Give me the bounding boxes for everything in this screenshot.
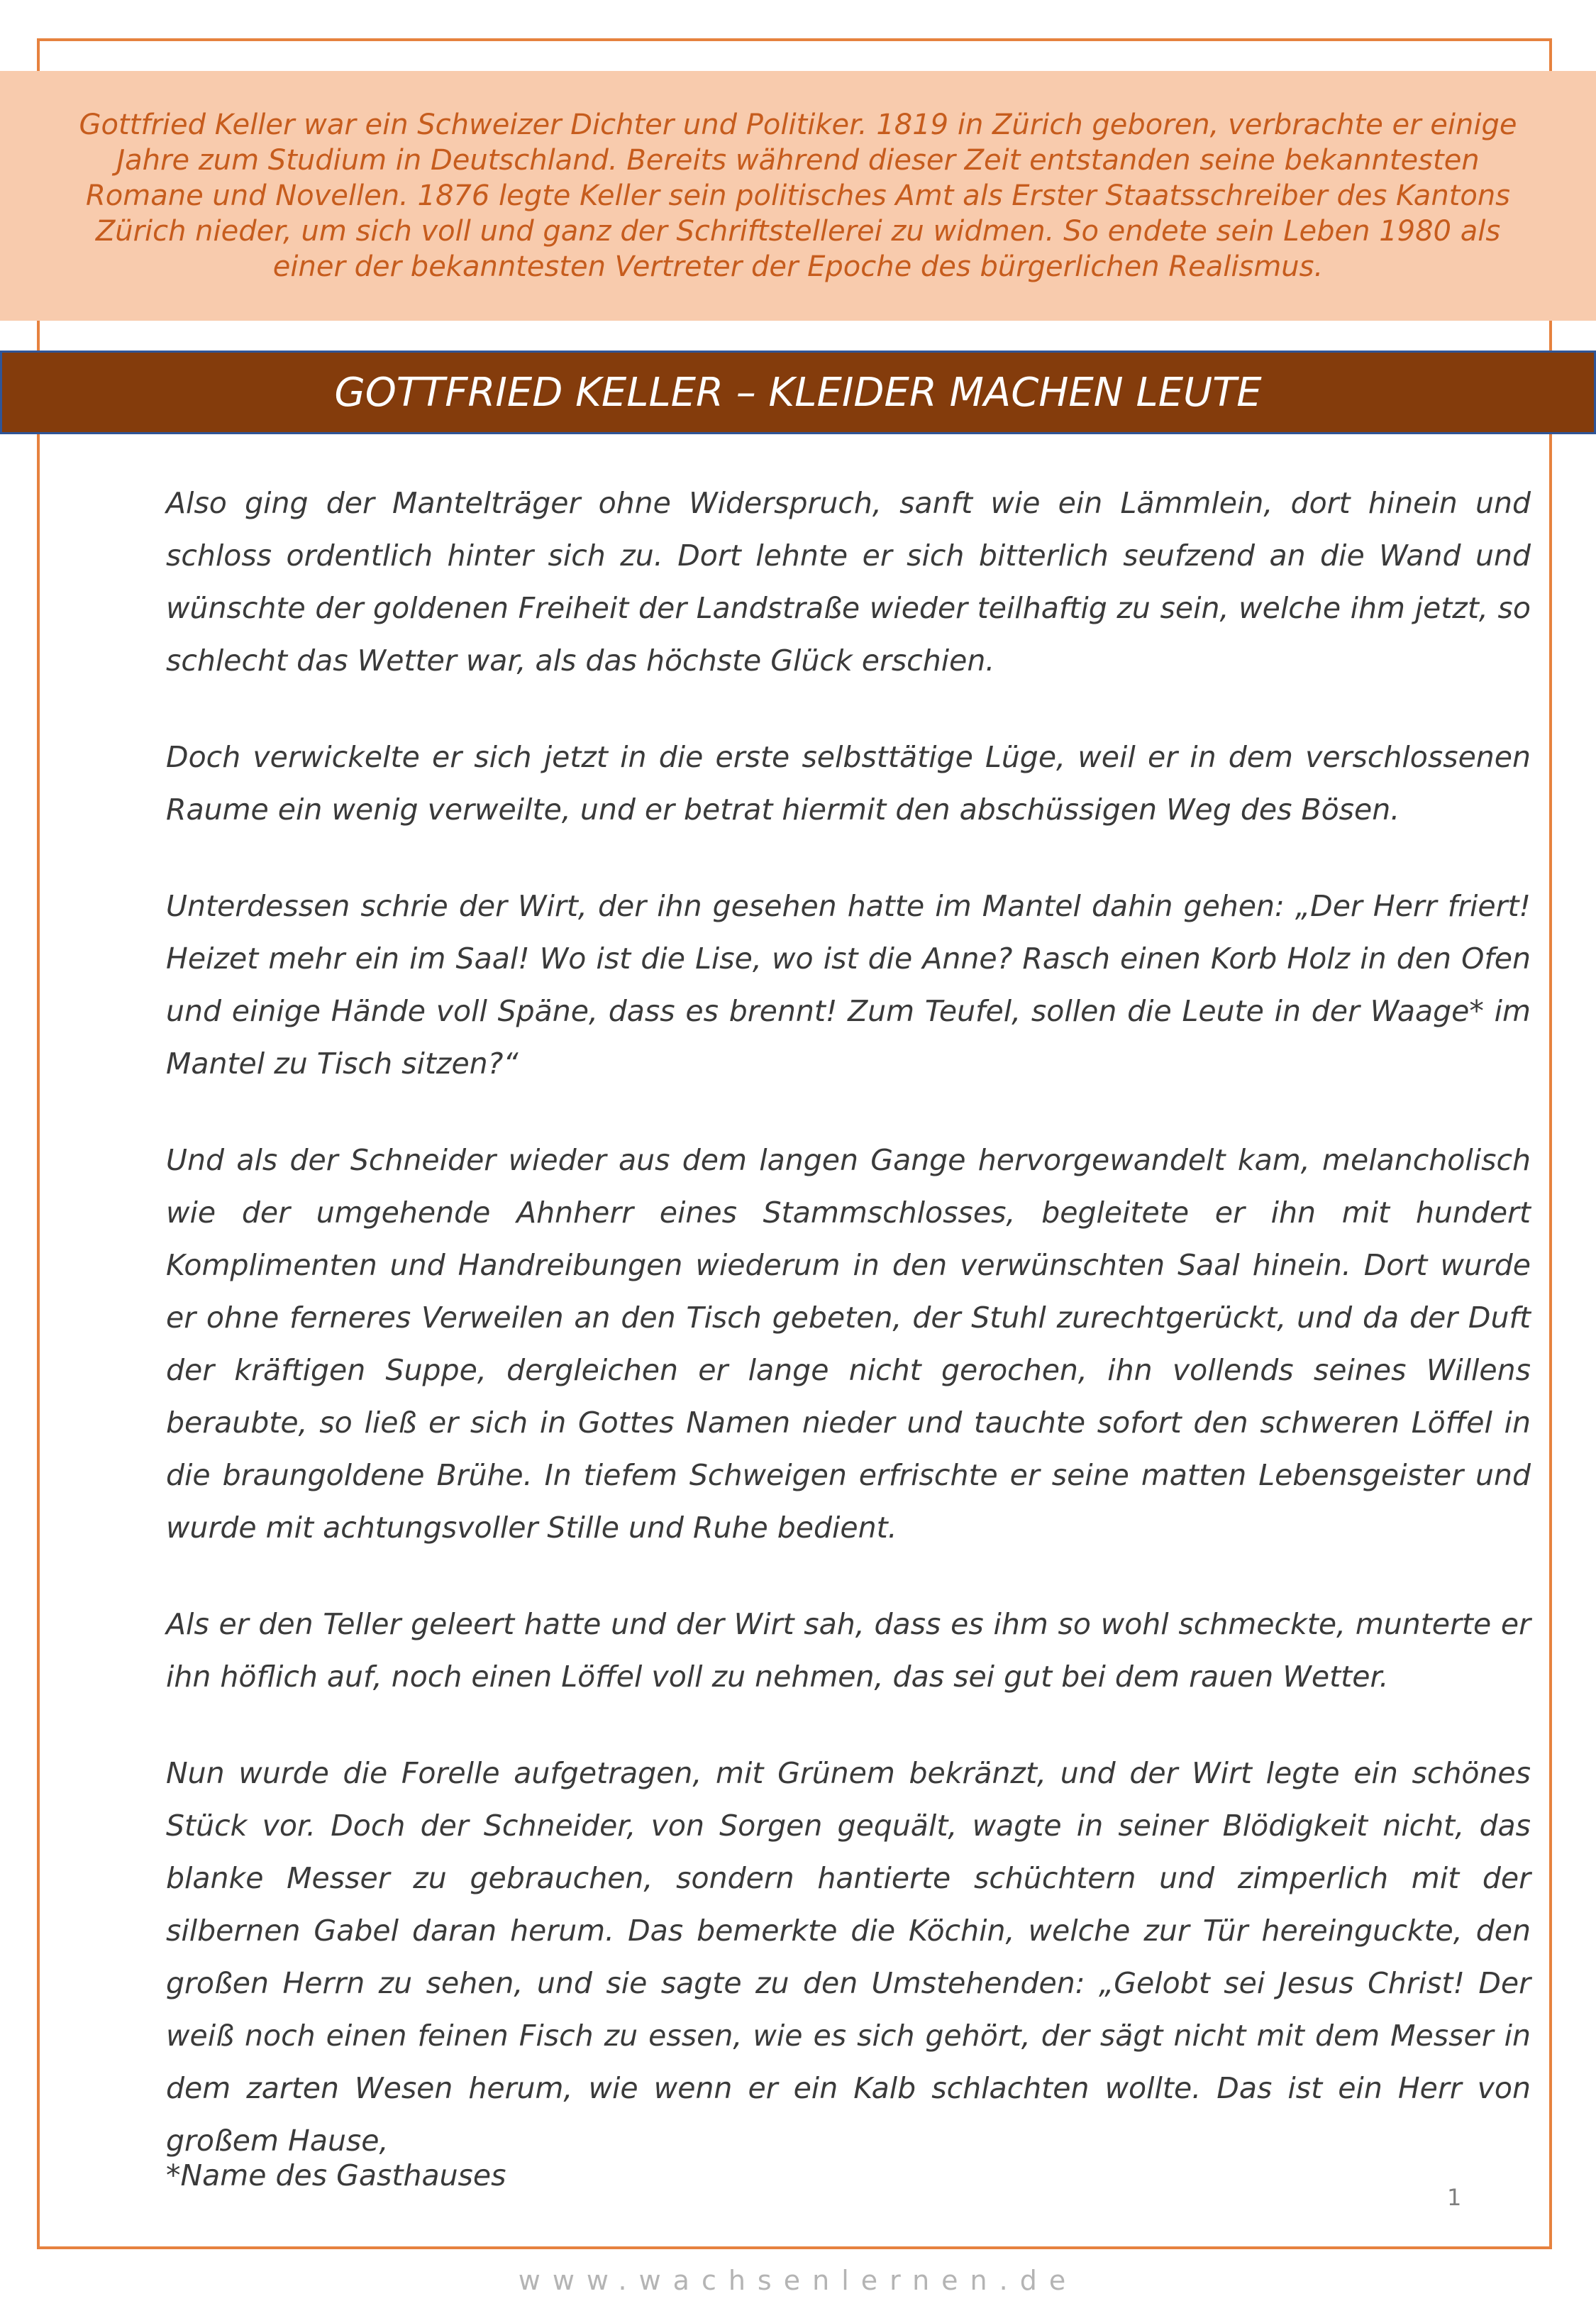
paragraph: Unterdessen schrie der Wirt, der ihn gesehen hatte im Mantel dahin gehen: „Der Herr friert! Heizet mehr ein im Saal! Wo ist die Lise, wo ist die Anne? Rasch einen Korb Holz in den Ofen und einige Hände voll Späne, dass es brennt! Zum Teufel, sollen die Leute in der Waage* im Mantel zu Tisch sitzen?“	[166, 889, 1531, 1081]
paragraph: Nun wurde die Forelle aufgetragen, mit Grünem bekränzt, und der Wirt legte ein schönes Stück vor. Doch der Schneider, von Sorgen gequält, wagte in seiner Blödigkeit nicht, das blanke Messer zu gebrauchen, sondern hantierte schüchtern und zimperlich mit der silbernen Gabel daran herum. Das bemerkte die Köchin, welche zur Tür hereinguckte, den großen Herrn zu sehen, und sie sagte zu den Umstehenden: „Gelobt sei Jesus Christ! Der weiß noch einen feinen Fisch zu essen, wie es sich gehört, der sägt nicht mit dem Messer in dem zarten Wesen herum, wie wenn er ein Kalb schlachten wollte. Das ist ein Herr von großem Hause,	[166, 1756, 1531, 2158]
footnote: *Name des Gasthauses	[166, 2158, 506, 2192]
title-banner	[0, 351, 1596, 434]
paragraph: Doch verwickelte er sich jetzt in die erste selbsttätige Lüge, weil er in dem verschlossenen Raume ein wenig verweilte, und er betrat hiermit den abschüssigen Weg des Bösen.	[166, 740, 1531, 827]
page-title: GOTTFRIED KELLER – KLEIDER MACHEN LEUTE	[334, 369, 1262, 416]
paragraph: Also ging der Mantelträger ohne Widerspruch, sanft wie ein Lämmlein, dort hinein und schloss ordentlich hinter sich zu. Dort lehnte er sich bitterlich seufzend an die Wand und wünschte der goldenen Freiheit der Landstraße wieder teilhaftig zu sein, welche ihm jetzt, so schlecht das Wetter war, als das höchste Glück erschien.	[166, 486, 1531, 678]
page-number: 1	[1447, 2184, 1462, 2211]
intro-text: Gottfried Keller war ein Schweizer Dichter und Politiker. 1819 in Zürich geboren, verbrachte er einige Jahre zum Studium in Deutschland. Bereits während dieser Zeit entstanden seine bekanntesten Romane und Novellen. 1876 legte Keller sein politisches Amt als Erster Staatsschreiber des Kantons Zürich nieder, um sich voll und ganz der Schriftstellerei zu widmen. So endete sein Leben 1980 als einer der bekanntesten Vertreter der Epoche des bürgerlichen Realismus.	[79, 109, 1517, 283]
paragraph: Und als der Schneider wieder aus dem langen Gange hervorgewandelt kam, melancholisch wie der umgehende Ahnherr eines Stammschlosses, begleitete er ihn mit hundert Komplimenten und Handreibungen wiederum in den verwünschten Saal hinein. Dort wurde er ohne ferneres Verweilen an den Tisch gebeten, der Stuhl zurechtgerückt, und da der Duft der kräftigen Suppe, dergleichen er lange nicht gerochen, ihn vollends seines Willens beraubte, so ließ er sich in Gottes Namen nieder und tauchte sofort den schweren Löffel in die braungoldene Brühe. In tiefem Schweigen erfrischte er seine matten Lebensgeister und wurde mit achtungsvoller Stille und Ruhe bedient.	[166, 1143, 1531, 1545]
intro-box	[0, 71, 1596, 321]
paragraph: Als er den Teller geleert hatte und der Wirt sah, dass es ihm so wohl schmeckte, munterte er ihn höflich auf, noch einen Löffel voll zu nehmen, das sei gut bei dem rauen Wetter.	[166, 1607, 1531, 1694]
story-text	[166, 477, 1531, 2211]
website-footer: www.wachsenlernen.de	[518, 2265, 1078, 2296]
